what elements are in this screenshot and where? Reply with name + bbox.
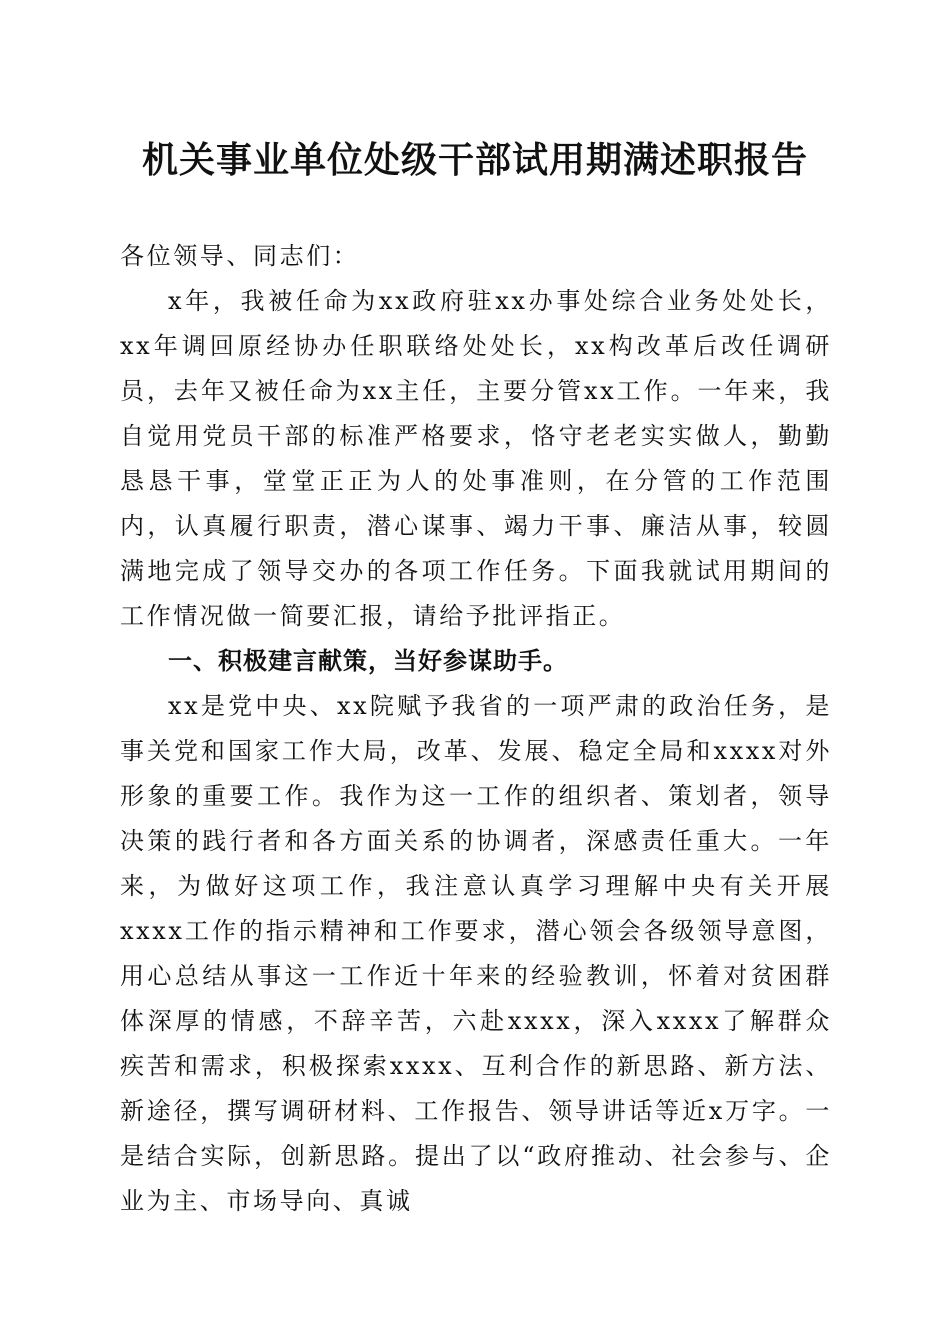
- document-title: 机关事业单位处级干部试用期满述职报告: [141, 139, 808, 181]
- paragraph-intro: x年，我被任命为xx政府驻xx办事处综合业务处处长，xx年调回原经协办任职联络处处长，xx构改革后改任调研员，去年又被任命为xx主任，主要分管xx工作。一年来，我自觉用党员干部的标准严格要求，恪守老老实实做人，勤勤恳恳干事，堂堂正正为人的处事准则，在分管的工作范围内，认真履行职责，潜心谋事、竭力干事、廉洁从事，较圆满地完成了领导交办的各项工作任务。下面我就试用期间的工作情况做一简要汇报，请给予批评指正。: [120, 287, 832, 630]
- section-heading: 一、积极建言献策，当好参谋助手。: [168, 647, 568, 675]
- paragraph-section-one: xx是党中央、xx院赋予我省的一项严肃的政治任务，是事关党和国家工作大局，改革、发展、稳定全局和xxxx对外形象的重要工作。我作为这一工作的组织者、策划者，领导决策的践行者和各方面关系的协调者，深感责任重大。一年来，为做好这项工作，我注意认真学习理解中央有关开展xxxx工作的指示精神和工作要求，潜心领会各级领导意图，用心总结从事这一工作近十年来的经验教训，怀着对贫困群体深厚的情感，不辞辛苦，六赴xxxx，深入xxxx了解群众疾苦和需求，积极探索xxxx、互利合作的新思路、新方法、新途径，撰写调研材料、工作报告、领导讲话等近x万字。一是结合实际，创新思路。提出了以“政府推动、社会参与、企业为主、市场导向、真诚: [120, 692, 832, 1215]
- document-body: [120, 234, 832, 1224]
- salutation: 各位领导、同志们：: [120, 242, 360, 270]
